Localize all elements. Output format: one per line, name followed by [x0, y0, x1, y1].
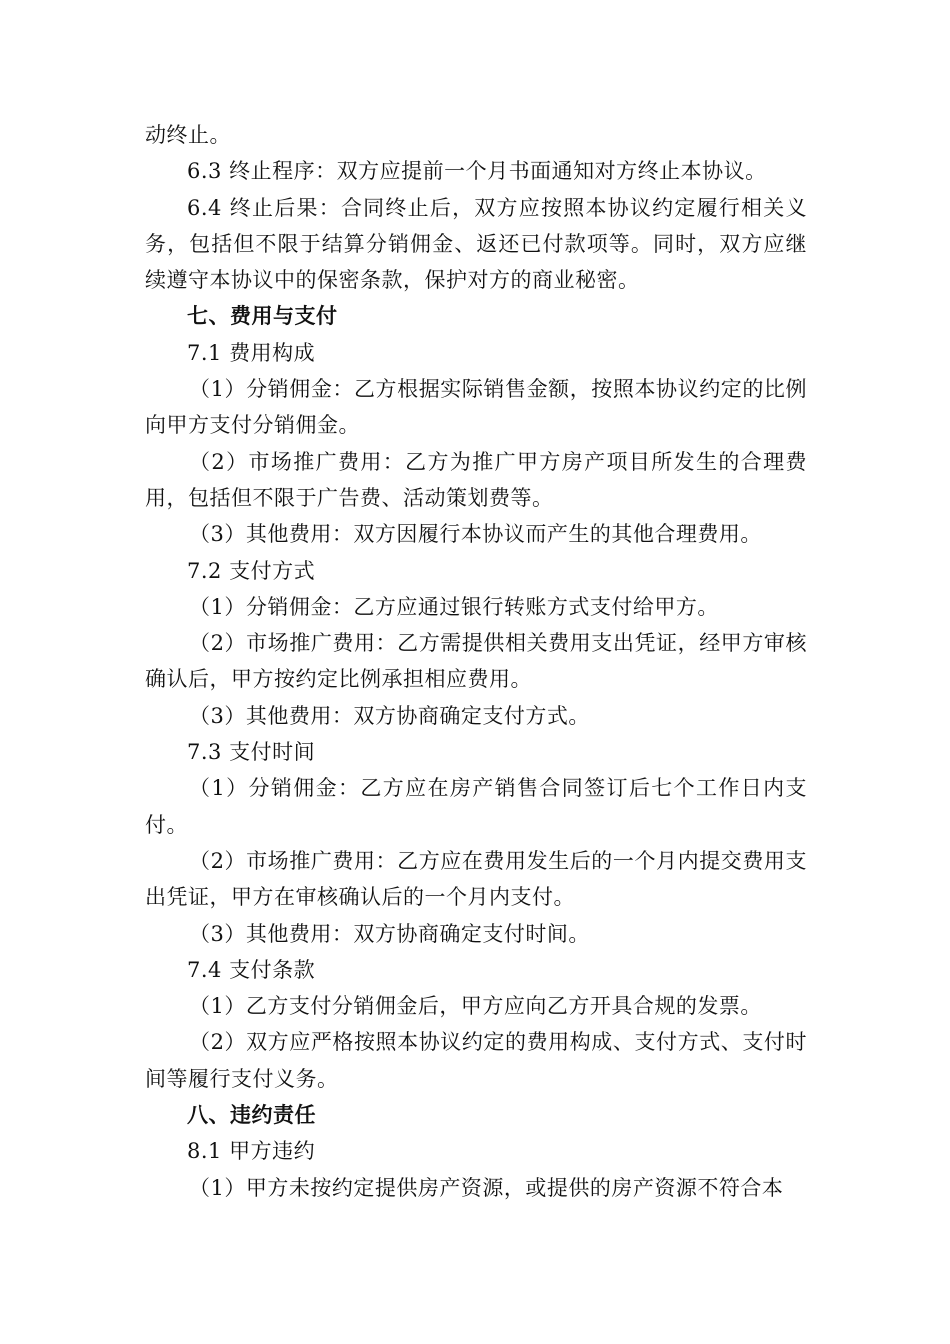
- clause-7-2-item-2: （2）市场推广费用：乙方需提供相关费用支出凭证，经甲方审核确认后，甲方按约定比例承担相应费用。: [145, 631, 807, 692]
- clause-7-3-item-2: （2）市场推广费用：乙方应在费用发生后的一个月内提交费用支出凭证，甲方在审核确认后的一个月内支付。: [145, 848, 807, 910]
- clause-7-3-item-3: （3）其他费用：双方协商确定支付时间。: [189, 921, 590, 946]
- clause-7-1: 7.1 费用构成: [187, 340, 316, 365]
- clause-7-2-item-1: （1）分销佣金：乙方应通过银行转账方式支付给甲方。: [189, 594, 719, 619]
- clause-7-3: 7.3 支付时间: [187, 740, 316, 765]
- clause-6-3: 6.3 终止程序：双方应提前一个月书面通知对方终止本协议。: [187, 159, 767, 184]
- clause-7-1-item-2: （2）市场推广费用：乙方为推广甲方房产项目所发生的合理费用，包括但不限于广告费、活动策划费等。: [145, 449, 807, 510]
- paragraph-continuation: 动终止。: [145, 123, 231, 147]
- clause-7-2-item-3: （3）其他费用：双方协商确定支付方式。: [189, 703, 590, 728]
- clause-7-1-item-3: （3）其他费用：双方因履行本协议而产生的其他合理费用。: [189, 522, 762, 547]
- clause-7-3-item-1: （1）分销佣金：乙方应在房产销售合同签订后七个工作日内支付。: [145, 776, 807, 837]
- clause-7-4: 7.4 支付条款: [187, 957, 316, 982]
- clause-7-1-item-1: （1）分销佣金：乙方根据实际销售金额，按照本协议约定的比例向甲方支付分销佣金。: [145, 377, 807, 438]
- clause-6-4: 6.4 终止后果：合同终止后，双方应按照本协议约定履行相关义务，包括但不限于结算分销佣金、返还已付款项等。同时，双方应继续遵守本协议中的保密条款，保护对方的商业秘密。: [145, 195, 807, 293]
- clause-7-4-item-1: （1）乙方支付分销佣金后，甲方应向乙方开具合规的发票。: [189, 994, 762, 1019]
- clause-8-1: 8.1 甲方违约: [187, 1139, 316, 1164]
- clause-8-1-item-1: （1）甲方未按约定提供房产资源，或提供的房产资源不符合本: [189, 1175, 784, 1200]
- clause-7-2: 7.2 支付方式: [187, 558, 316, 583]
- section-heading-8: 八、违约责任: [187, 1103, 316, 1128]
- section-heading-7: 七、费用与支付: [187, 304, 338, 329]
- clause-7-4-item-2: （2）双方应严格按照本协议约定的费用构成、支付方式、支付时间等履行支付义务。: [145, 1030, 807, 1091]
- document-body: [145, 117, 807, 1206]
